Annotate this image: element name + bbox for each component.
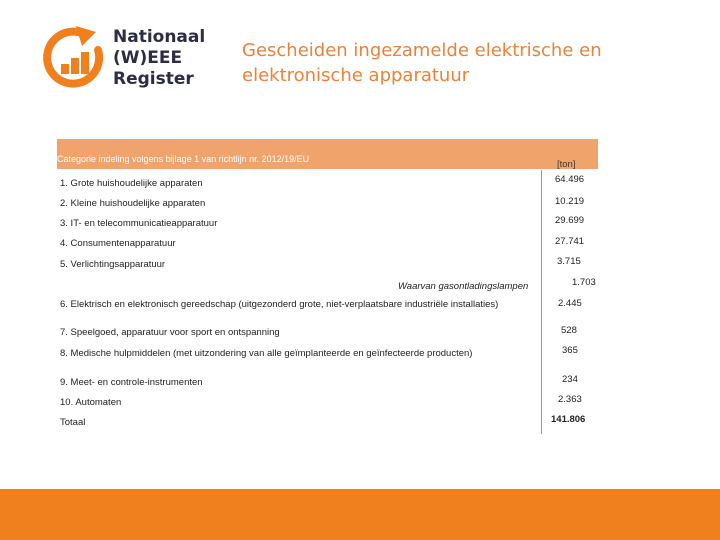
row-value-8: 365 <box>562 345 578 356</box>
footer-bar <box>0 489 720 540</box>
row-value-2: 10.219 <box>555 196 585 207</box>
row-label-7: 7. Speelgoed, apparatuur voor sport en ontspanning <box>60 327 280 338</box>
logo-line-2: (W)EEE <box>113 48 183 68</box>
row-value-7: 528 <box>561 325 577 336</box>
row-label-3: 3. IT- en telecommunicatieapparatuur <box>60 218 218 229</box>
bar-chart-icon <box>61 52 89 74</box>
row-label-9: 9. Meet- en controle-instrumenten <box>60 377 203 388</box>
row-value-1: 64.496 <box>555 174 585 185</box>
row-value-6: 2.445 <box>558 298 582 309</box>
row-value-3: 29.699 <box>555 215 585 226</box>
recycle-arrow-icon <box>47 26 99 84</box>
row-label-total: Totaal <box>60 417 86 428</box>
row-label-5a: Waarvan gasontladingslampen <box>398 281 529 292</box>
row-label-2: 2. Kleine huishoudelijke apparaten <box>60 198 206 209</box>
logo-text <box>113 27 205 90</box>
page-title: Gescheiden ingezamelde elektrische en elektronische apparatuur <box>242 40 602 86</box>
logo-line-3: Register <box>113 69 194 89</box>
row-value-9: 234 <box>562 374 578 385</box>
table-header-unit: [ton] <box>557 159 576 170</box>
logo-line-1: Nationaal <box>113 27 206 47</box>
row-label-4: 4. Consumentenapparatuur <box>60 238 176 249</box>
row-label-5: 5. Verlichtingsapparatuur <box>60 259 166 270</box>
row-value-5: 3.715 <box>557 256 581 267</box>
row-label-10: 10. Automaten <box>60 397 122 408</box>
row-label-8: 8. Medische hulpmiddelen (met uitzondering van alle geïmplanteerde en geïnfecteerde producten) <box>60 348 473 359</box>
row-label-6: 6. Elektrisch en elektronisch gereedschap (uitgezonderd grote, niet-verplaatsbare industriële installaties) <box>60 299 499 310</box>
row-value-4: 27.741 <box>555 236 585 247</box>
row-value-5a: 1.703 <box>572 277 596 288</box>
row-label-1: 1. Grote huishoudelijke apparaten <box>60 178 203 189</box>
table-header-label: Categorie indeling volgens bijlage 1 van richtlijn nr. 2012/19/EU <box>57 154 310 164</box>
row-value-10: 2.363 <box>558 394 582 405</box>
row-value-total: 141.806 <box>551 414 586 425</box>
